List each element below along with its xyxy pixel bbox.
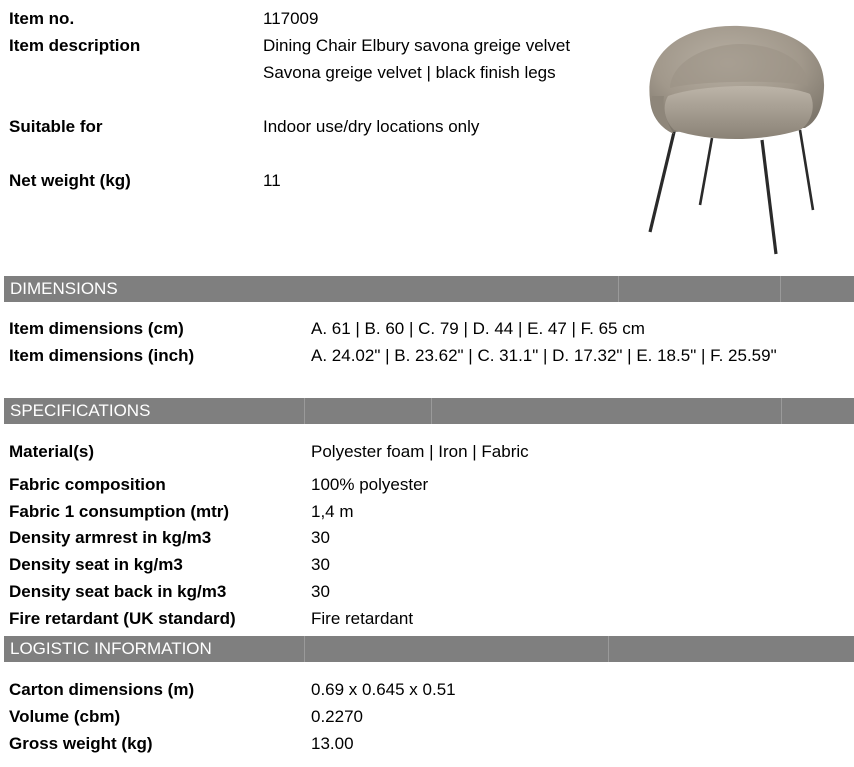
gross-weight-value: 13.00 [311,734,354,753]
logistic-information-title: LOGISTIC INFORMATION [10,639,212,658]
item-description-line-2: Savona greige velvet | black finish legs [263,63,556,82]
suitable-for-label: Suitable for [9,117,103,136]
spec-value-fabric-composition: 100% polyester [311,475,429,494]
suitable-for-value: Indoor use/dry locations only [263,117,480,136]
spec-value-density-armrest: 30 [311,528,330,547]
spec-label-fabric-composition: Fabric composition [9,475,166,494]
header-divider [608,636,609,662]
item-dimensions-inch-label: Item dimensions (inch) [9,346,195,365]
volume-value: 0.2270 [311,707,363,726]
spec-value-density-seat-back: 30 [311,582,330,601]
net-weight-value: 11 [263,171,281,190]
net-weight-label: Net weight (kg) [9,171,131,190]
spec-value-fire-retardant: Fire retardant [311,609,414,628]
item-dimensions-cm-value: A. 61 | B. 60 | C. 79 | D. 44 | E. 47 | F. 65 cm [311,319,645,338]
dimensions-header [4,276,854,302]
item-description-label: Item description [9,36,141,55]
volume-label: Volume (cbm) [9,707,121,726]
item-dimensions-cm-label: Item dimensions (cm) [9,319,184,338]
chair-photo [630,10,830,260]
gross-weight-label: Gross weight (kg) [9,734,153,753]
spec-value-density-seat: 30 [311,555,330,574]
item-description-line-1: Dining Chair Elbury savona greige velvet [263,36,571,55]
header-divider [618,276,619,302]
spec-label-density-seat: Density seat in kg/m3 [9,555,183,574]
spec-label-density-armrest: Density armrest in kg/m3 [9,528,212,547]
specifications-title: SPECIFICATIONS [10,401,151,420]
spec-label-fire-retardant: Fire retardant (UK standard) [9,609,236,628]
item-dimensions-inch-value: A. 24.02" | B. 23.62" | C. 31.1" | D. 17.32" | E. 18.5" | F. 25.59" [311,346,777,365]
header-divider [780,276,781,302]
spec-label-fabric-consumption: Fabric 1 consumption (mtr) [9,502,230,521]
spec-value-material: Polyester foam | Iron | Fabric [311,442,529,461]
specifications-header [4,398,854,424]
spec-label-material: Material(s) [9,442,95,461]
logistic-information-header [4,636,854,662]
header-divider [781,398,782,424]
dimensions-title: DIMENSIONS [10,279,118,298]
carton-dimensions-value: 0.69 x 0.645 x 0.51 [311,680,456,699]
item-no-label: Item no. [9,9,75,28]
carton-dimensions-label: Carton dimensions (m) [9,680,195,699]
header-divider [431,398,432,424]
spec-label-density-seat-back: Density seat back in kg/m3 [9,582,227,601]
spec-value-fabric-consumption: 1,4 m [311,502,354,521]
item-no-value: 117009 [263,9,319,28]
header-divider [304,398,305,424]
header-divider [304,636,305,662]
